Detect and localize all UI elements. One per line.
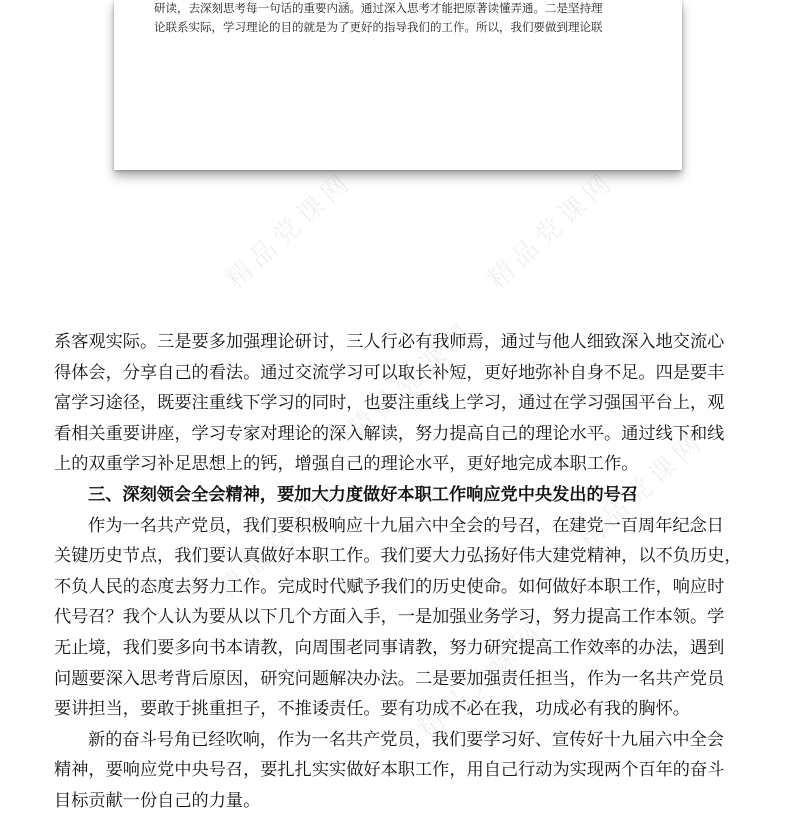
paragraph-line: 作为一名共产党员，我们要积极响应十九届六中全会的号召，在建党一百周年纪念日	[88, 515, 724, 536]
previous-page-text	[154, 0, 649, 37]
watermark: 精品党课网	[572, 425, 712, 556]
paragraph-line: 富学习途径，既要注重线下学习的同时，也要注重线上学习，通过在学习强国平台上，观	[54, 393, 725, 414]
paragraph-line: 代号召？我个人认为要从以下几个方面入手，一是加强业务学习，努力提高工作本领。学	[54, 607, 725, 628]
watermark: 精品党课网	[212, 475, 352, 606]
paragraph-line: 新的奋斗号角已经吹响，作为一名共产党员，我们要学习好、宣传好十九届六中全会	[88, 729, 724, 750]
paragraph-line: 系客观实际。三是要多加强理论研讨，三人行必有我师焉，通过与他人细致深入地交流心	[54, 332, 725, 352]
paragraph-line: 目标贡献一份自己的力量。	[54, 790, 261, 811]
paragraph-line: 要讲担当，要敢于挑重担子，不推诿责任。要有功成不必在我，功成必有我的胸怀。	[54, 699, 690, 720]
paragraph-line: 不负人民的态度去努力工作。完成时代赋予我们的历史使命。如何做好本职工作，响应时	[54, 576, 725, 597]
watermark: 精品党课网	[412, 615, 552, 746]
previous-page-card	[114, 0, 682, 170]
watermark: 精品党课网	[482, 165, 622, 296]
paragraph-line: 得体会，分享自己的看法。通过交流学习可以取长补短，更好地弥补自身不足。四是要丰	[54, 362, 725, 383]
paragraph-line: 精神，要响应党中央号召，要扎扎实实做好本职工作，用自己行动为实现两个百年的奋斗	[54, 760, 725, 781]
watermark: 精品党课网	[342, 315, 482, 446]
paragraph-line: 无止境，我们要多向书本请教，向周围老同事请教，努力研究提高工作效率的办法，遇到	[54, 637, 725, 658]
section-heading: 三、深刻领会全会精神，要加大力度做好本职工作响应党中央发出的号召	[88, 484, 639, 505]
paragraph-line: 关键历史节点，我们要认真做好本职工作。我们要大力弘扬好伟大建党精神，以不负历史，	[54, 546, 742, 567]
paragraph-line: 问题要深入思考背后原因，研究问题解决办法。二是要加强责任担当，作为一名共产党员	[54, 668, 725, 689]
card-line: 论联系实际，学习理论的目的就是为了更好的指导我们的工作。所以，我们要做到理论联	[154, 20, 603, 34]
paragraph-line: 看相关重要讲座，学习专家对理论的深入解读，努力提高自己的理论水平。通过线下和线	[54, 423, 725, 444]
document-body	[54, 327, 754, 817]
paragraph-line: 上的双重学习补足思想上的钙，增强自己的理论水平，更好地完成本职工作。	[54, 454, 639, 475]
card-line: 研读，去深刻思考每一句话的重要内涵。通过深入思考才能把原著读懂弄通。二是坚持理	[154, 1, 603, 15]
watermark: 精品党课网	[220, 165, 360, 296]
